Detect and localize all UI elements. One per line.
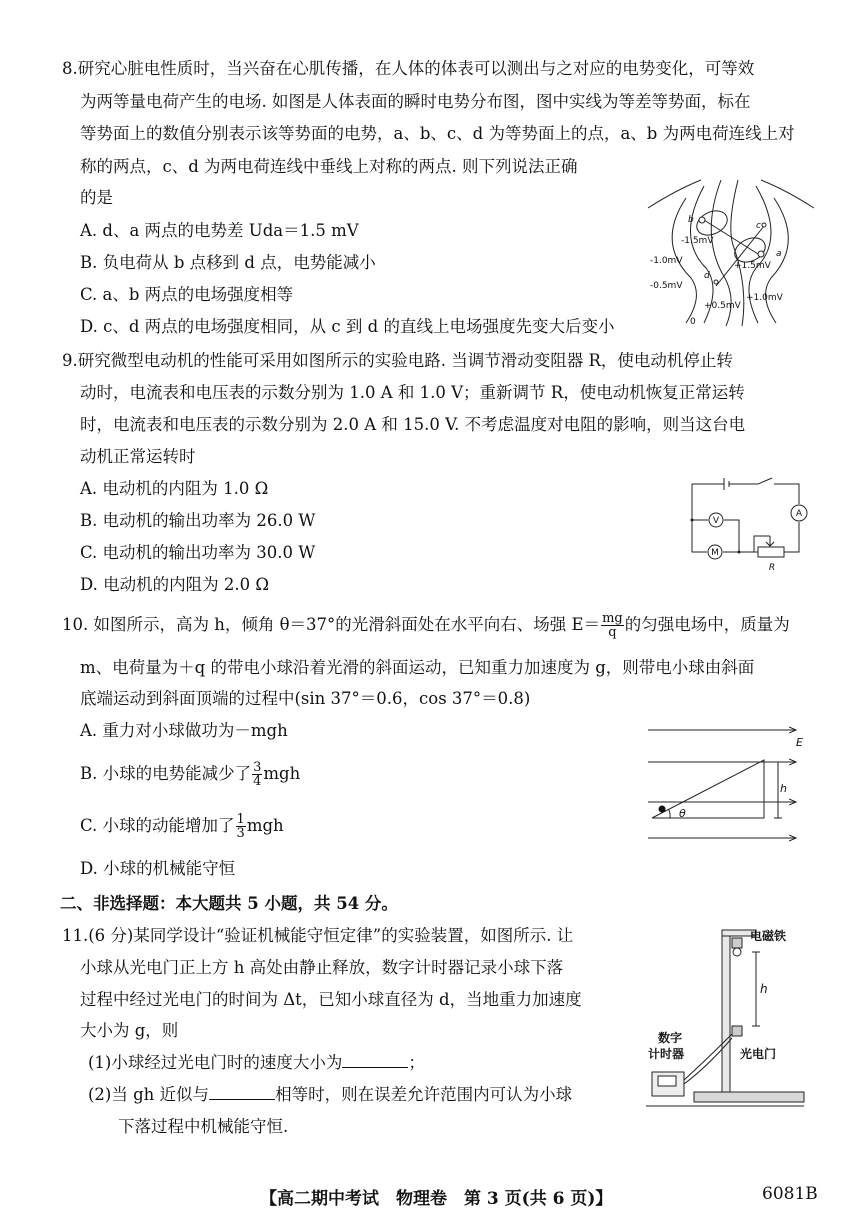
q10-stem-text-b: 的匀强电场中，质量为: [624, 615, 790, 634]
label-plus-1-0mv: +1.0mV: [746, 293, 783, 303]
option-b-fraction: [252, 761, 262, 788]
q8-stem-line-2: 为两等量电荷产生的电场. 如图是人体表面的瞬时电势分布图，图中实线为等差等势面，标在: [80, 92, 751, 111]
electromagnet-label: 电磁铁: [750, 929, 787, 943]
angle-theta-label: θ: [679, 807, 686, 820]
section-2-header: 二、非选择题：本大题共 5 小题，共 54 分。: [60, 894, 398, 913]
q8-stem-line-3: 等势面上的数值分别表示该等势面的电势，a、b、c、d 为等势面上的点，a、b 为两电荷连线上对: [80, 124, 795, 143]
q11-sub-1-end: ；: [408, 1053, 425, 1072]
label-zero: 0: [690, 317, 696, 327]
answer-blank-2[interactable]: [209, 1083, 275, 1100]
q11-stem-line-3: 过程中经过光电门的时间为 Δt，已知小球直径为 d，当地重力加速度: [80, 990, 582, 1009]
q9-circuit-figure: [684, 474, 814, 574]
q11-sub-2-line-2: 下落过程中机械能守恒.: [118, 1117, 289, 1136]
q10-stem-line-1: [62, 612, 790, 639]
q10-stem-text-a: 10. 如图所示，高为 h，倾角 θ＝37°的光滑斜面处在水平向右、场强 E＝: [62, 615, 601, 634]
field-fraction-num: mg: [602, 611, 623, 626]
height-h-label: h: [780, 782, 787, 795]
digital-label: 数字: [658, 1031, 683, 1045]
q8-option-c: C. a、b 两点的电场强度相等: [80, 285, 294, 304]
q11-stem-line-2: 小球从光电门正上方 h 高处由静止释放，数字计时器记录小球下落: [80, 958, 564, 977]
q10-option-b: [80, 761, 300, 788]
page-footer: 【高二期中考试 物理卷 第 3 页(共 6 页)】: [260, 1189, 613, 1209]
q10-option-c-unit: mgh: [246, 816, 284, 835]
q11-sub-2-text: (2)当 gh 近似与: [88, 1085, 210, 1104]
q9-stem-line-4: 动机正常运转时: [80, 447, 196, 466]
q9-option-d: D. 电动机的内阻为 2.0 Ω: [80, 575, 270, 594]
field-e-label: E: [796, 736, 803, 749]
height-h-label-11: h: [760, 982, 768, 996]
q8-stem-line-5: 的是: [80, 188, 113, 207]
option-b-fraction-num: 3: [253, 760, 262, 775]
q11-sub-2: [88, 1083, 572, 1107]
voltmeter-label: V: [712, 516, 720, 526]
label-minus-1-0mv: -1.0mV: [650, 256, 683, 266]
option-c-fraction: [236, 813, 246, 840]
q10-option-c-text: C. 小球的动能增加了: [80, 816, 235, 835]
q9-stem-line-1: 9.研究微型电动机的性能可采用如图所示的实验电路. 当调节滑动变阻器 R，使电动机停止转: [62, 351, 733, 370]
q10-stem-line-2: m、电荷量为＋q 的带电小球沿着光滑的斜面运动，已知重力加速度为 g，则带电小球由斜面: [80, 658, 755, 677]
q11-sub-1: [88, 1051, 425, 1075]
timer-label: 计时器: [648, 1047, 685, 1061]
q11-stem-line-1: 11.(6 分)某同学设计“验证机械能守恒定律”的实验装置，如图所示. 让: [62, 926, 574, 945]
label-minus-0-5mv: -0.5mV: [650, 281, 683, 291]
point-c-label: c: [756, 221, 761, 231]
q10-option-c: [80, 813, 284, 840]
option-c-fraction-den: 3: [236, 826, 245, 841]
point-a-label: a: [776, 249, 782, 259]
motor-label: M: [711, 548, 719, 558]
q10-option-a: A. 重力对小球做功为－mgh: [80, 721, 288, 740]
q10-option-b-text: B. 小球的电势能减少了: [80, 764, 252, 783]
field-fraction: [601, 612, 624, 639]
label-minus-1-5mv: -1.5mV: [681, 236, 714, 246]
q9-option-c: C. 电动机的输出功率为 30.0 W: [80, 543, 316, 562]
q11-sub-2-end: 相等时，则在误差允许范围内可认为小球: [275, 1085, 573, 1104]
ammeter-label: A: [795, 509, 803, 519]
option-c-fraction-num: 1: [236, 812, 245, 827]
q10-option-b-unit: mgh: [263, 764, 301, 783]
q10-stem-line-3: 底端运动到斜面顶端的过程中(sin 37°＝0.6，cos 37°＝0.8): [80, 689, 531, 708]
q9-option-a: A. 电动机的内阻为 1.0 Ω: [80, 479, 269, 498]
option-b-fraction-den: 4: [253, 774, 262, 789]
paper-code: 6081B: [762, 1184, 818, 1204]
field-fraction-den: q: [608, 625, 617, 640]
q11-apparatus-figure: [636, 920, 812, 1112]
label-plus-0-5mv: +0.5mV: [704, 301, 741, 311]
point-b-label: b: [688, 215, 694, 225]
label-plus-1-5mv: +1.5mV: [734, 261, 771, 271]
q8-stem-line-4: 称的两点，c、d 为两电荷连线中垂线上对称的两点. 则下列说法正确: [80, 157, 578, 176]
q11-stem-line-4: 大小为 g，则: [80, 1021, 179, 1040]
q9-stem-line-2: 动时，电流表和电压表的示数分别为 1.0 A 和 1.0 V；重新调节 R，使电动机恢复正常运转: [80, 383, 745, 402]
point-d-label: d: [704, 271, 710, 281]
q10-option-d: D. 小球的机械能守恒: [80, 859, 236, 878]
q8-equipotential-figure: [646, 178, 816, 328]
rheostat-label: R: [768, 563, 776, 573]
answer-blank-1[interactable]: [342, 1051, 408, 1068]
q8-option-a: A. d、a 两点的电势差 Uda＝1.5 mV: [80, 221, 359, 240]
q11-sub-1-text: (1)小球经过光电门时的速度大小为: [88, 1053, 343, 1072]
q8-option-d: D. c、d 两点的电场强度相同，从 c 到 d 的直线上电场强度先变大后变小: [80, 317, 615, 336]
q9-stem-line-3: 时，电流表和电压表的示数分别为 2.0 A 和 15.0 V. 不考虑温度对电阻的影响，则当这台电: [80, 415, 746, 434]
q8-stem-line-1: 8.研究心脏电性质时，当兴奋在心肌传播，在人体的体表可以测出与之对应的电势变化，可等效: [62, 59, 755, 78]
q10-incline-figure: [646, 720, 812, 848]
q8-option-b: B. 负电荷从 b 点移到 d 点，电势能减小: [80, 253, 376, 272]
photogate-label: 光电门: [740, 1047, 777, 1061]
q9-option-b: B. 电动机的输出功率为 26.0 W: [80, 511, 316, 530]
